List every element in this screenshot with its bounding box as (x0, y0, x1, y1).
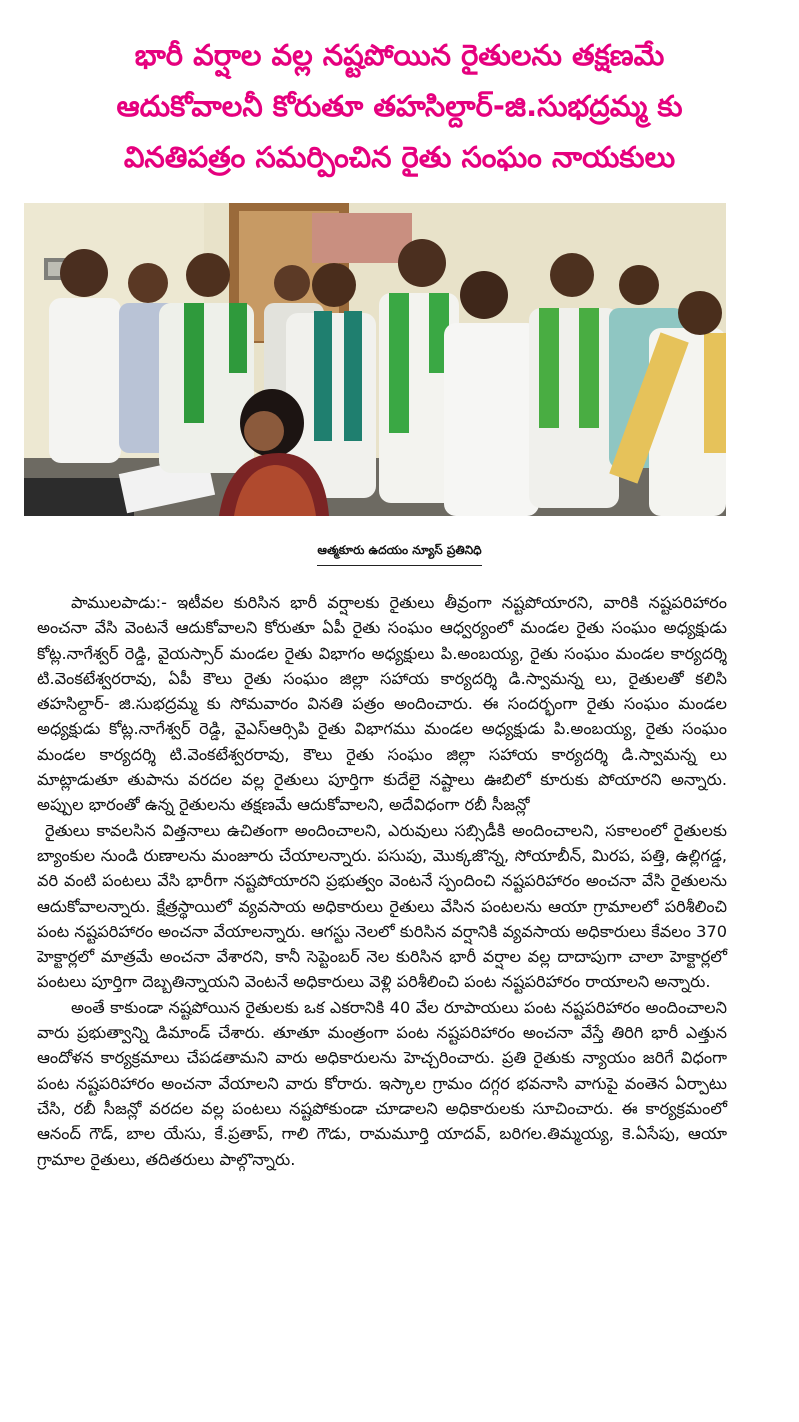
news-photo (24, 203, 726, 516)
article-paragraph-3: అంతే కాకుండా నష్టపోయిన రైతులకు ఒక ఎకరానికి 40 వేల రూపాయలు పంట నష్టపరిహారం అందించాలని వారు ప్రభుత్వాన్ని డిమాండ్ చేశారు. తూతూ మంత్రంగా పంట నష్టపరిహారం అంచనా వేస్తే తిరిగి భారీ ఎత్తున ఆందోళన కార్యక్రమాలు చేపడతామని వారు అధికారులను హెచ్చరించారు. ప్రతి రైతుకు న్యాయం జరిగే విధంగా పంట నష్టపరిహారం అంచనా వేయాలని వారు కోరారు. ఇస్కాల గ్రామం దగ్గర భవనాసి వాగుపై వంతెన ఏర్పాటు చేసి, రబీ సీజన్లో వరదల వల్ల పంటలు నష్టపోకుండా చూడాలని అధికారులకు సూచించారు. ఈ కార్యక్రమంలో ఆనంద్ గౌడ్, బాల యేసు, కే.ప్రతాప్, గాలి గౌడు, రామమూర్తి యాదవ్, బరిగల.తిమ్మయ్య, కె.ఏసేపు, ఆయా గ్రామాల రైతులు, తదితరులు పాల్గొన్నారు. (37, 997, 727, 1169)
article-body (37, 590, 727, 1172)
byline: ఆత్మకూరు ఉదయం న్యూస్ ప్రతినిధి (317, 543, 481, 566)
news-photo-illustration (24, 203, 726, 516)
article-paragraph-1: పాములపాడు:- ఇటీవల కురిసిన భారీ వర్షాలకు రైతులు తీవ్రంగా నష్టపోయారని, వారికి నష్టపరిహారం అంచనా వేసి వెంటనే ఆదుకోవాలని కోరుతూ ఏపీ రైతు సంఘం ఆధ్వర్యంలో మండల రైతు సంఘం అధ్యక్షుడు కోట్ల.నాగేశ్వర్ రెడ్డి, వైయస్సార్ మండల రైతు విభాగం అధ్యక్షులు పి.అంబయ్య, రైతు సంఘం మండల కార్యదర్శి టి.వెంకటేశ్వరరావు, ఏపీ కౌలు రైతు సంఘం జిల్లా సహాయ కార్యదర్శి డి.స్వామన్న లు, రైతులతో కలిసి తహసిల్దార్- జి.సుభద్రమ్మ కు సోమవారం వినతి పత్రం అందించారు. ఈ సందర్భంగా రైతు సంఘం మండల అధ్యక్షుడు కోట్ల.నాగేశ్వర్ రెడ్డి, వైఎస్ఆర్సిపి రైతు విభాగము మండల అధ్యక్షుడు పి.అంబయ్య, రైతు సంఘం మండల కార్యదర్శి టి.వెంకటేశ్వరరావు, కౌలు రైతు సంఘం జిల్లా సహాయ కార్యదర్శి డి.స్వామన్న లు మాట్లాడుతూ తుపాను వరదల వల్ల రైతులు పూర్తిగా కుదేలై నష్టాలు ఊబిలో కూరుకు పోయారని అన్నారు. అప్పుల భారంతో ఉన్న రైతులను తక్షణమే ఆదుకోవాలని, అదేవిధంగా రబీ సీజన్లో (37, 593, 727, 815)
headline-line-2: ఆదుకోవాలనీ కోరుతూ తహసిల్దార్-జి.సుభద్రమ్మ కు (116, 89, 683, 123)
headline-line-1: భారీ వర్షాల వల్ల నష్టపోయిన రైతులను తక్షణమే (134, 38, 665, 72)
headline-line-3: వినతిపత్రం సమర్పించిన రైతు సంఘం నాయకులు (123, 140, 676, 174)
headline (40, 30, 759, 183)
article-paragraph-2: రైతులు కావలసిన విత్తనాలు ఉచితంగా అందించాలని, ఎరువులు సబ్సిడీకి అందించాలని, సకాలంలో రైతులకు బ్యాంకుల నుండి రుణాలను మంజూరు చేయాలన్నారు. పసుపు, మొక్కజొన్న, సోయాబీన్, మిరప, పత్తి, ఉల్లిగడ్డ, వరి వంటి పంటలు వేసి భారీగా నష్టపోయారని ప్రభుత్వం వెంటనే స్పందించి నష్టపరిహారం అంచనా వేసి రైతులను ఆదుకోవాలన్నారు. క్షేత్రస్థాయిలో వ్యవసాయ అధికారులు రైతులు వేసిన పంటలను ఆయా గ్రామాలలో పరిశీలించి పంట నష్టపరిహారం అంచనా వేయాలన్నారు. ఆగస్టు నెలలో కురిసిన వర్షానికి వ్యవసాయ అధికారులు కేవలం 370 హెక్టార్లలో మాత్రమే అంచనా వేశారని, కానీ సెప్టెంబర్ నెల కురిసిన భారీ వర్షాల వల్ల దాదాపుగా చాలా హెక్టార్లలో పంటలు పూర్తిగా దెబ్బతిన్నాయని వెంటనే అధికారులు వెళ్లి పరిశీలించి పంట నష్టపరిహారం రాయాలని అన్నారు. (37, 820, 727, 992)
